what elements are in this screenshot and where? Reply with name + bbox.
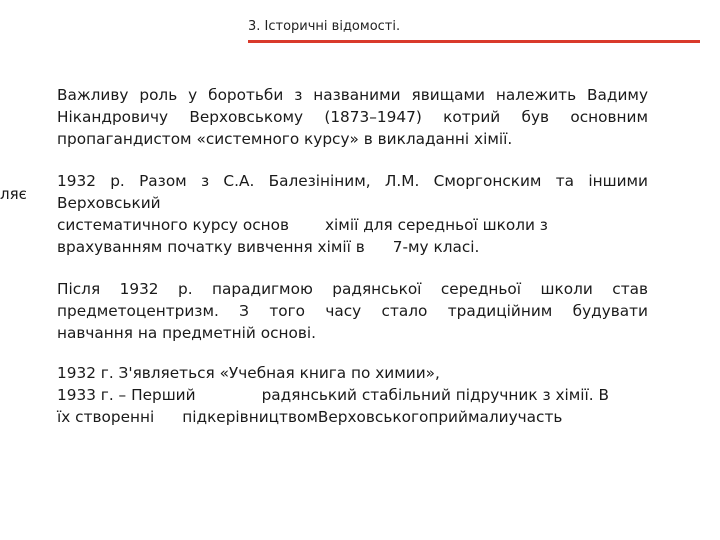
paragraph-textbooks: [57, 362, 648, 428]
text-fragment: радянський стабільний підручник з хімії. В: [261, 386, 609, 404]
text-line: навчання на предметній основі.: [57, 324, 316, 342]
text-fragment: їх створенні: [57, 408, 155, 426]
text-fragment: участь: [508, 408, 563, 426]
text-line: Після 1932 р. парадигмою радянської середньої школи став: [57, 280, 648, 298]
text-fragment: 7-му класі.: [392, 238, 480, 256]
title-underline: [248, 40, 700, 43]
clipped-text-fragment: ляє: [0, 185, 27, 203]
text-line: Нікандровичу Верховському (1873–1947) котрий був основним: [57, 108, 648, 126]
paragraph-verkhovsky-role: [57, 84, 648, 150]
text-fragment: систематичного курсу основ: [57, 216, 289, 234]
text-line: предметоцентризм. З того часу стало традиційним будувати: [57, 302, 648, 320]
paragraph-1932-coauthors: [57, 170, 648, 258]
text-fragment: врахуванням початку вивчення хімії в: [57, 238, 365, 256]
text-line: Важливу роль у боротьби з названими явищами належить Вадиму: [57, 86, 648, 104]
text-fragment: керівництвом: [207, 408, 318, 426]
text-line: [57, 406, 648, 428]
text-fragment: хімії для середньої школи з: [324, 216, 548, 234]
text-line: 1932 г. З'являеться «Учебная книга по химии»,: [57, 364, 440, 382]
text-fragment: Верховського: [317, 408, 429, 426]
text-fragment: під: [182, 408, 208, 426]
text-line: пропагандистом «системного курсу» в викладанні хімії.: [57, 130, 513, 148]
text-line: Верховський: [57, 194, 161, 212]
text-line: [57, 384, 648, 406]
paragraph-after-1932: [57, 278, 648, 344]
text-line: [57, 214, 648, 236]
text-line: [57, 236, 648, 258]
text-fragment: приймали: [428, 408, 509, 426]
text-line: 1932 р. Разом з С.А. Балезініним, Л.М. Сморгонским та іншими: [57, 172, 648, 190]
slide-title: 3. Історичні відомості.: [248, 19, 401, 34]
text-fragment: 1933 г. – Перший: [57, 386, 196, 404]
